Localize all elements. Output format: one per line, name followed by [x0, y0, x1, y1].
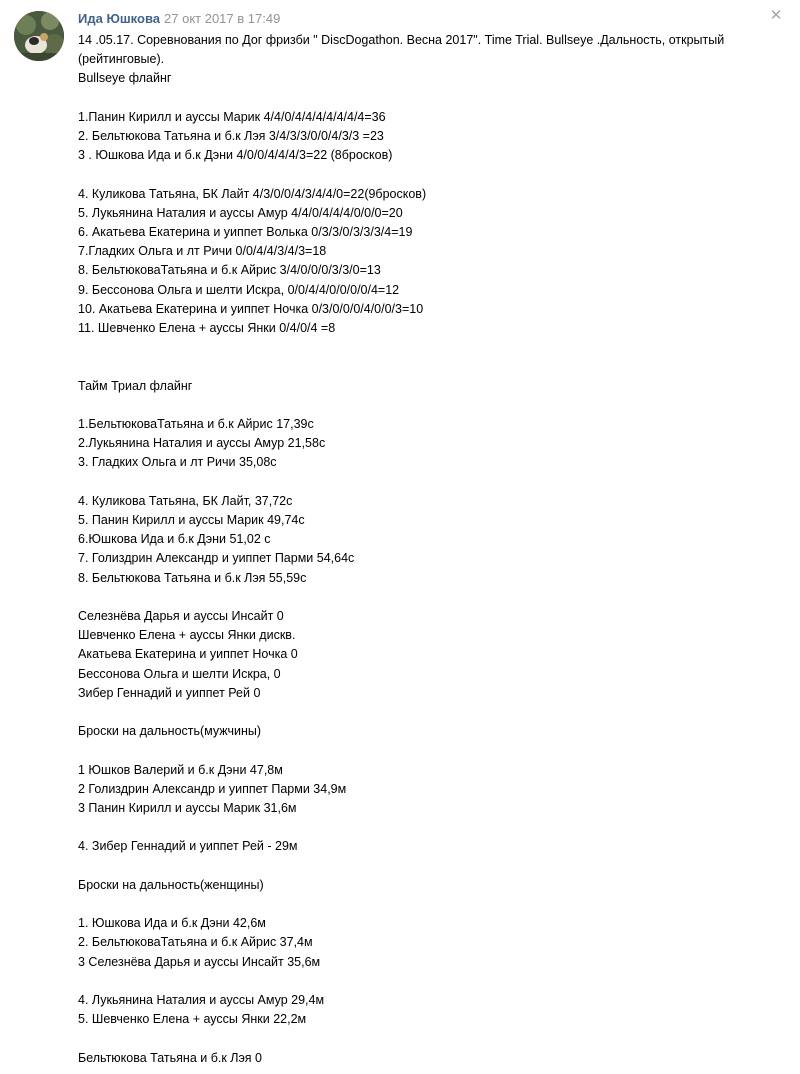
result-line: Бессонова Ольга и шелти Искра, 0	[78, 666, 281, 681]
result-line: Селезнёва Дарья и ауссы Инсайт 0	[78, 609, 284, 623]
avatar[interactable]	[14, 11, 64, 61]
section-title-bullseye: Bullseye флайнг	[78, 71, 172, 86]
section-title-distance-men: Броски на дальность(мужчины)	[78, 724, 262, 739]
result-line: 8. БельтюковаТатьяна и б.к Айрис 3/4/0/0/0/3/3/0=13	[78, 263, 381, 278]
result-line: 4. Куликова Татьяна, БК Лайт, 37,72с	[78, 493, 293, 508]
result-line: 4. Зибер Геннадий и уиппет Рей - 29м	[78, 839, 298, 854]
result-line: 5. Панин Кирилл и ауссы Марик 49,74с	[78, 513, 305, 527]
result-line: 2 Голиздрин Александр и уиппет Парми 34,9м	[78, 781, 347, 796]
result-line: 3 Селезнёва Дарья и ауссы Инсайт 35,6м	[78, 954, 321, 969]
result-line: 1. Юшкова Ида и б.к Дэни 42,6м	[78, 916, 266, 931]
result-line: 5. Шевченко Елена + ауссы Янки 22,2м	[78, 1012, 307, 1027]
result-line: 3. Гладких Ольга и лт Ричи 35,08с	[78, 455, 277, 470]
avatar-photo-icon	[14, 11, 64, 61]
result-line: 4. Лукьянина Наталия и ауссы Амур 29,4м	[78, 992, 325, 1007]
result-line: 5. Лукьянина Наталия и ауссы Амур 4/4/0/4/4/4/0/0/0=20	[78, 205, 403, 220]
result-line: 1.БельтюковаТатьяна и б.к Айрис 17,39с	[78, 417, 314, 431]
result-line: 2.Лукьянина Наталия и ауссы Амур 21,58с	[78, 436, 326, 451]
result-line: 1 Юшков Валерий и б.к Дэни 47,8м	[78, 762, 283, 777]
result-line: 3 Панин Кирилл и ауссы Марик 31,6м	[78, 801, 297, 815]
result-line: 2. Бельтюкова Татьяна и б.к Лэя 3/4/3/3/0/0/4/3/3 =23	[78, 129, 384, 143]
result-line: Шевченко Елена + ауссы Янки дискв.	[78, 628, 296, 643]
result-line: 8. Бельтюкова Татьяна и б.к Лэя 55,59с	[78, 570, 307, 585]
result-line: 6.Юшкова Ида и б.к Дэни 51,02 с	[78, 532, 271, 547]
result-line: 9. Бессонова Ольга и шелти Искра, 0/0/4/4/0/0/0/0/4=12	[78, 282, 400, 297]
post-date[interactable]: 27 окт 2017 в 17:49	[164, 11, 281, 26]
result-line: 6. Акатьева Екатерина и уиппет Волька 0/3/3/0/3/3/3/4=19	[78, 225, 413, 239]
result-line: 11. Шевченко Елена + ауссы Янки 0/4/0/4 =8	[78, 321, 336, 336]
post-header	[78, 10, 280, 27]
result-line: Акатьева Екатерина и уиппет Ночка 0	[78, 647, 298, 662]
result-line: Бельтюкова Татьяна и б.к Лэя 0	[78, 1050, 262, 1065]
result-line: 2. БельтюковаТатьяна и б.к Айрис 37,4м	[78, 935, 313, 950]
post-text	[78, 31, 778, 1068]
result-line: 3 . Юшкова Ида и б.к Дэни 4/0/0/4/4/4/3=22 (8бросков)	[78, 148, 393, 163]
result-line: 7.Гладких Ольга и лт Ричи 0/0/4/4/3/4/3=18	[78, 244, 327, 259]
result-line: 4. Куликова Татьяна, БК Лайт 4/3/0/0/4/3/4/4/0=22(9бросков)	[78, 186, 427, 201]
result-line: Зибер Геннадий и уиппет Рей 0	[78, 685, 261, 700]
author-name[interactable]: Ида Юшкова	[78, 11, 161, 26]
intro-text: 14 .05.17. Соревнования по Дог фризби " DiscDogathon. Весна 2017". Time Trial. Bullseye .Дальность, открытый (рейтинговые).	[78, 33, 728, 67]
result-line: 7. Голиздрин Александр и уиппет Парми 54,64с	[78, 551, 355, 566]
close-icon[interactable]: ✕	[769, 7, 783, 24]
section-title-time-trial: Тайм Триал флайнг	[78, 378, 193, 393]
section-title-distance-women: Броски на дальность(женщины)	[78, 877, 264, 892]
result-line: 10. Акатьева Екатерина и уиппет Ночка 0/3/0/0/0/4/0/0/3=10	[78, 301, 424, 316]
result-line: 1.Панин Кирилл и ауссы Марик 4/4/0/4/4/4/4/4/4/4=36	[78, 109, 386, 124]
